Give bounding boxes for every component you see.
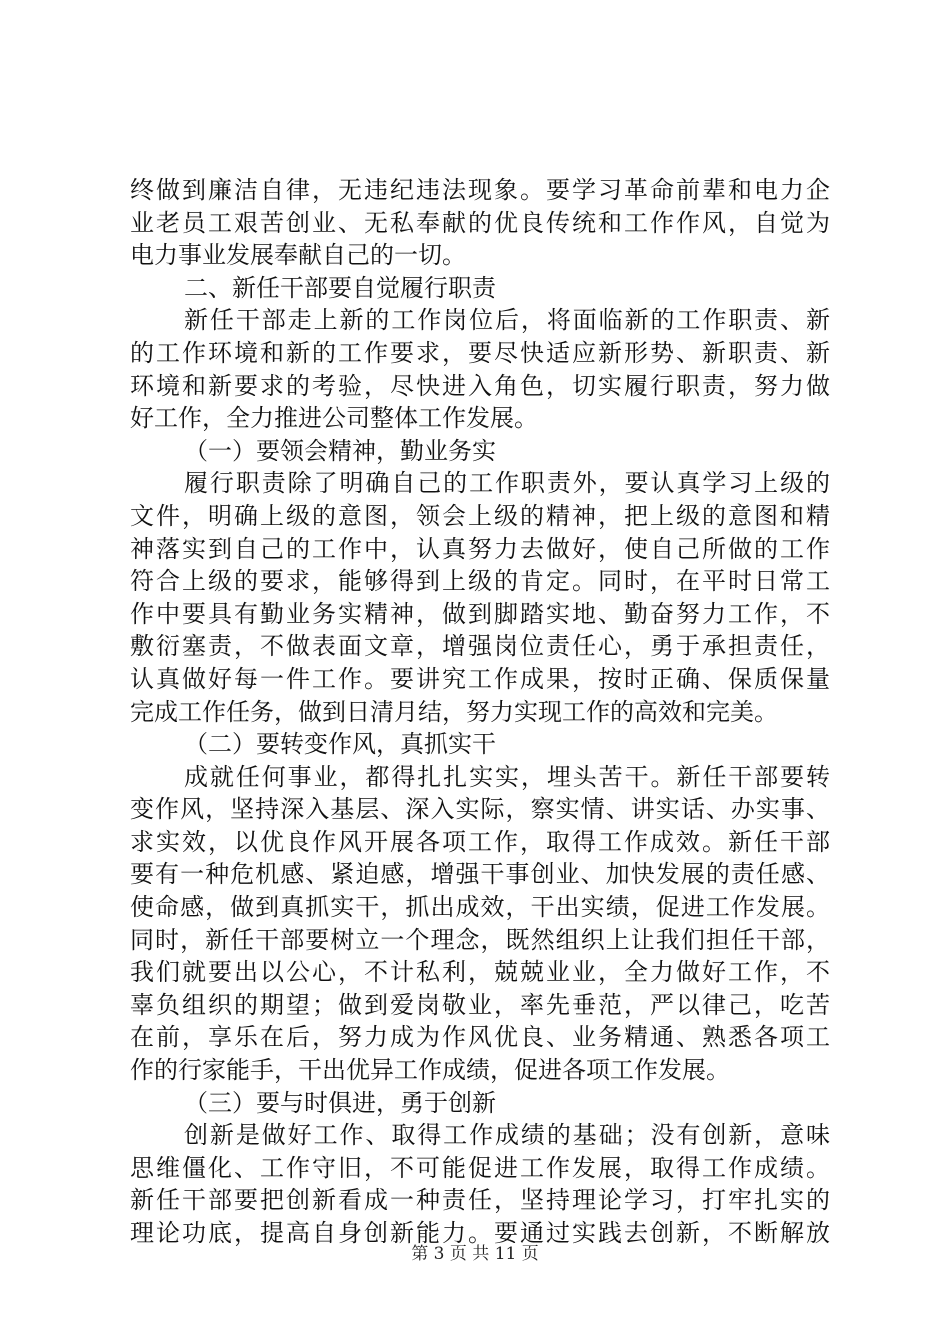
- text-line: 敷衍塞责，不做表面文章，增强岗位责任心，勇于承担责任，: [130, 632, 830, 661]
- section-heading: （一）要领会精神，勤业务实: [184, 436, 496, 465]
- text-line: 新任干部走上新的工作岗位后，将面临新的工作职责、新: [184, 306, 830, 335]
- text-line: 我们就要出以公心，不计私利，兢兢业业，全力做好工作，不: [130, 958, 830, 987]
- text-line: 新任干部要把创新看成一种责任，坚持理论学习，打牢扎实的: [130, 1186, 830, 1215]
- text-line: 认真做好每一件工作。要讲究工作成果，按时正确、保质保量: [130, 664, 830, 693]
- text-line: 创新是做好工作、取得工作成绩的基础；没有创新，意味: [184, 1121, 830, 1150]
- section-heading: （三）要与时俱进，勇于创新: [184, 1088, 496, 1117]
- text-line: 同时，新任干部要树立一个理念，既然组织上让我们担任干部，: [130, 925, 830, 954]
- text-line: 作中要具有勤业务实精神，做到脚踏实地、勤奋努力工作，不: [130, 599, 830, 628]
- text-line: 辜负组织的期望；做到爱岗敬业，率先垂范，严以律己，吃苦: [130, 990, 830, 1019]
- text-line: 成就任何事业，都得扎扎实实，埋头苦干。新任干部要转: [184, 762, 830, 791]
- document-body: [130, 174, 830, 1250]
- text-line: 的工作环境和新的工作要求，要尽快适应新形势、新职责、新: [130, 338, 830, 367]
- text-line: 电力事业发展奉献自己的一切。: [130, 241, 466, 270]
- text-line: 环境和新要求的考验，尽快进入角色，切实履行职责，努力做: [130, 371, 830, 400]
- text-line: 终做到廉洁自律，无违纪违法现象。要学习革命前辈和电力企: [130, 176, 830, 204]
- text-line: 理论功底，提高自身创新能力。要通过实践去创新，不断解放: [130, 1219, 830, 1247]
- text-line: 要有一种危机感、紧迫感，增强干事创业、加快发展的责任感、: [130, 860, 830, 889]
- text-line: 思维僵化、工作守旧，不可能促进工作发展，取得工作成绩。: [130, 1153, 830, 1182]
- section-heading: （二）要转变作风，真抓实干: [184, 730, 496, 759]
- section-heading: 二、新任干部要自觉履行职责: [184, 273, 496, 302]
- text-line: 符合上级的要求，能够得到上级的肯定。同时，在平时日常工: [130, 567, 830, 596]
- text-line: 神落实到自己的工作中，认真努力去做好，使自己所做的工作: [130, 534, 830, 563]
- text-line: 业老员工艰苦创业、无私奉献的优良传统和工作作风，自觉为: [130, 208, 830, 237]
- text-line: 好工作，全力推进公司整体工作发展。: [130, 404, 538, 433]
- text-line: 履行职责除了明确自己的工作职责外，要认真学习上级的: [184, 469, 830, 498]
- text-line: 文件，明确上级的意图，领会上级的精神，把上级的意图和精: [130, 501, 830, 530]
- text-line: 在前，享乐在后，努力成为作风优良、业务精通、熟悉各项工: [130, 1023, 830, 1052]
- page-footer: 第 3 页 共 11 页: [411, 1244, 539, 1264]
- text-line: 变作风，坚持深入基层、深入实际，察实情、讲实话、办实事、: [130, 795, 830, 824]
- text-line: 使命感，做到真抓实干，抓出成效，干出实绩，促进工作发展。: [130, 893, 830, 922]
- text-line: 作的行家能手，干出优异工作成绩，促进各项工作发展。: [130, 1056, 730, 1085]
- text-line: 求实效，以优良作风开展各项工作，取得工作成效。新任干部: [130, 827, 830, 856]
- text-line: 完成工作任务，做到日清月结，努力实现工作的高效和完美。: [130, 697, 778, 726]
